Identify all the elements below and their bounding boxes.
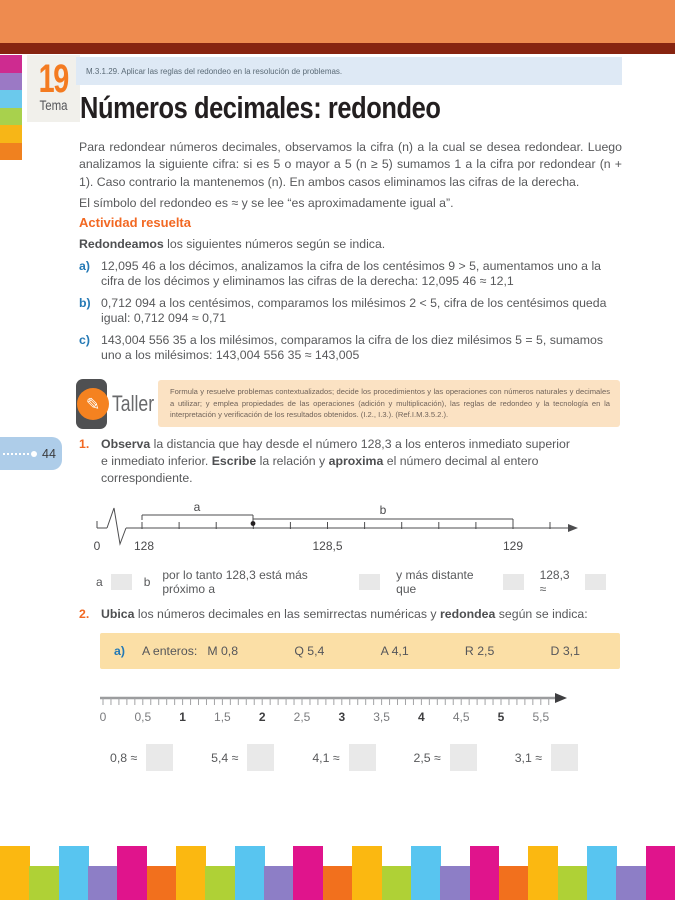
approximation-label: 5,4 ≈ bbox=[211, 750, 239, 765]
approximation-label: 3,1 ≈ bbox=[514, 750, 542, 765]
intro-paragraph: Para redondear números decimales, observamos la cifra (n) a la cual se desea redondear. Luego analizamos la siguiente cifra: si es 5 o mayor a 5 (n ≥ 5) sumamos 1 a la cifra por redondear (n + 1). Caso contrario la mantenemos (n). En ambos casos eliminamos las cifras de la derecha. bbox=[79, 140, 622, 189]
item-letter: a) bbox=[79, 259, 90, 273]
answer-box[interactable] bbox=[450, 744, 477, 771]
decimal-item: R 2,5 bbox=[464, 644, 495, 658]
answer-text-2: y más distante que bbox=[396, 568, 474, 596]
item-letter: c) bbox=[79, 333, 90, 347]
exercise-2a-highlight-row bbox=[100, 633, 620, 669]
item-letter: a) bbox=[114, 644, 125, 658]
decimal-item: M 0,8 bbox=[207, 644, 239, 658]
tick-label: 5,5 bbox=[532, 710, 550, 724]
decimal-list bbox=[207, 644, 580, 658]
page-number-tab bbox=[0, 437, 62, 470]
tick-label: 1 bbox=[179, 710, 186, 724]
color-square bbox=[0, 125, 22, 143]
taller-description: Formula y resuelve problemas contextualizados; decide los procedimientos y las operaciones con números naturales y decimales a utilizar; y emplea propiedades de las operaciones (adición y multiplicación), las reglas de redondeo y la tecnología en la interpretación y verificación de los resultados obtenidos. (I.2., I.3.). (Ref.I.M.3.5.2.). bbox=[170, 387, 610, 419]
footer-color-bar bbox=[411, 846, 441, 900]
label-a: a bbox=[96, 575, 103, 589]
item-text: 12,095 46 a los décimos, analizamos la cifra de los centésimos 9 > 5, aumentamos uno a la cifra de los décimos y eliminamos las cifras de la derecha: 12,095 46 ≈ 12,1 bbox=[101, 259, 602, 288]
tema-number: 19 bbox=[38, 57, 69, 101]
footer-color-bar bbox=[382, 866, 412, 900]
tick-label: 1,5 bbox=[214, 710, 231, 724]
bold-word: aproxima bbox=[328, 454, 384, 468]
origin-label: 0 bbox=[93, 539, 101, 553]
page-number: 44 bbox=[42, 446, 56, 461]
exercise-2-answers-row bbox=[110, 744, 578, 771]
footer-color-bar bbox=[117, 846, 147, 900]
color-square bbox=[0, 90, 22, 108]
bracket-a-label: a bbox=[193, 500, 201, 514]
footer-color-bar bbox=[264, 866, 294, 900]
tick-label: 128,5 bbox=[312, 539, 343, 553]
footer-color-bar bbox=[323, 866, 353, 900]
answer-text-1: por lo tanto 128,3 está más próximo a bbox=[162, 568, 308, 596]
rounding-symbol-line: El símbolo del redondeo es ≈ y se lee “es aproximadamente igual a”. bbox=[79, 196, 454, 211]
pencil-icon: ✎ bbox=[85, 394, 101, 414]
item-letter: b) bbox=[79, 296, 91, 310]
footer-color-bar bbox=[558, 866, 588, 900]
dotted-line bbox=[3, 453, 29, 455]
top-orange-band bbox=[0, 0, 675, 43]
approximation-item bbox=[515, 744, 578, 771]
maroon-divider-bar bbox=[0, 43, 675, 54]
tema-box bbox=[27, 55, 80, 122]
exercise-1-header bbox=[79, 436, 579, 487]
exercise-number: 2. bbox=[79, 607, 90, 621]
taller-description-box bbox=[158, 380, 620, 427]
approximation-label: 2,5 ≈ bbox=[413, 750, 441, 765]
tick-label: 4,5 bbox=[452, 710, 470, 724]
bold-word: Ubica bbox=[101, 607, 135, 621]
standard-strip bbox=[76, 57, 622, 85]
approximation-item bbox=[312, 744, 375, 771]
footer-color-bar bbox=[587, 846, 617, 900]
axis-arrow bbox=[555, 693, 567, 703]
tick-label: 3,5 bbox=[373, 710, 390, 724]
tick-label: 128 bbox=[133, 539, 155, 553]
approximation-label: 0,8 ≈ bbox=[110, 750, 138, 765]
text-segment: el número decimal al entero correspondiente. bbox=[101, 454, 539, 485]
footer-color-bar bbox=[59, 846, 89, 900]
footer-color-bar bbox=[499, 866, 529, 900]
label-b: b bbox=[143, 575, 151, 589]
tick-label: 129 bbox=[502, 539, 524, 553]
footer-color-bar bbox=[88, 866, 118, 900]
item-text: 143,004 556 35 a los milésimos, comparamos la cifra de los diez milésimos 5 = 5, sumamos uno a los milésimos: 143,004 556 35 ≈ 143,005 bbox=[101, 333, 604, 362]
color-square bbox=[0, 73, 22, 91]
footer-color-bar bbox=[440, 866, 470, 900]
bold-word: Escribe bbox=[211, 454, 257, 468]
approximation-label: 4,1 ≈ bbox=[312, 750, 340, 765]
footer-color-bar bbox=[235, 846, 265, 900]
actividad-lead bbox=[79, 237, 622, 252]
approximation-item bbox=[110, 744, 173, 771]
actividad-item-c bbox=[79, 333, 622, 363]
footer-color-bar bbox=[147, 866, 177, 900]
bracket-b-label: b bbox=[379, 503, 387, 517]
tick-label: 4 bbox=[418, 710, 425, 724]
answer-box[interactable] bbox=[111, 574, 132, 590]
footer-color-bar bbox=[616, 866, 646, 900]
bullet-dot bbox=[31, 451, 37, 457]
text-segment: según se indica: bbox=[495, 607, 588, 621]
axis-arrow bbox=[568, 524, 578, 532]
exercise-text bbox=[101, 606, 620, 623]
footer-color-bar bbox=[205, 866, 235, 900]
approximation-item bbox=[211, 744, 274, 771]
tick-label: 2 bbox=[258, 710, 266, 724]
bold-word: redondea bbox=[439, 607, 496, 621]
actividad-lead-rest: los siguientes números según se indica. bbox=[163, 237, 386, 251]
bold-word: Observa bbox=[101, 437, 151, 451]
footer-color-bar bbox=[29, 866, 59, 900]
footer-color-bars bbox=[0, 846, 675, 900]
tick-label: 5 bbox=[497, 710, 505, 724]
actividad-item-b bbox=[79, 296, 622, 326]
approximation-item bbox=[414, 744, 477, 771]
page-title: Números decimales: redondeo bbox=[80, 90, 441, 125]
tema-label: Tema bbox=[39, 98, 68, 113]
actividad-resuelta-section bbox=[79, 215, 622, 370]
footer-color-bar bbox=[176, 846, 206, 900]
exercise-1-answer-line bbox=[96, 568, 606, 596]
footer-color-bar bbox=[293, 846, 323, 900]
answer-box[interactable] bbox=[551, 744, 578, 771]
answer-box[interactable] bbox=[503, 574, 524, 590]
tick-label: 0,5 bbox=[134, 710, 152, 724]
text-segment: los números decimales en las semirrectas numéricas y bbox=[134, 607, 440, 621]
text-segment: la relación y bbox=[256, 454, 329, 468]
tick-label: 2,5 bbox=[293, 710, 311, 724]
actividad-heading: Actividad resuelta bbox=[79, 215, 191, 230]
number-line-128-129 bbox=[80, 492, 600, 560]
answer-box[interactable] bbox=[349, 744, 376, 771]
answer-box[interactable] bbox=[359, 574, 380, 590]
taller-label: Taller bbox=[112, 391, 155, 416]
point-128-3 bbox=[251, 521, 256, 526]
answer-box[interactable] bbox=[585, 574, 606, 590]
footer-color-bar bbox=[646, 846, 675, 900]
number-line-0-to-5-5 bbox=[95, 690, 585, 728]
footer-color-bar bbox=[528, 846, 558, 900]
answer-box[interactable] bbox=[146, 744, 173, 771]
footer-color-bar bbox=[352, 846, 382, 900]
decimal-item: D 3,1 bbox=[550, 644, 580, 658]
footer-color-bar bbox=[470, 846, 500, 900]
row-caption: A enteros: bbox=[141, 644, 198, 658]
decimal-item: A 4,1 bbox=[380, 644, 409, 658]
intro-section bbox=[79, 139, 622, 213]
actividad-lead-bold: Redondeamos bbox=[79, 237, 164, 251]
exercise-text bbox=[101, 436, 579, 487]
exercise-2-header bbox=[79, 606, 620, 623]
tick-label: 0 bbox=[99, 710, 107, 724]
taller-badge bbox=[77, 388, 109, 420]
item-text: 0,712 094 a los centésimos, comparamos los milésimos 2 < 5, cifra de los centésimos queda igual: 0,712 094 ≈ 0,71 bbox=[101, 296, 607, 325]
color-square bbox=[0, 55, 22, 73]
answer-text-3: 128,3 ≈ bbox=[539, 568, 570, 596]
text-segment: la distancia que hay desde el número 128,3 a los enteros inmediato superior e inmediato inferior. bbox=[101, 437, 570, 468]
color-square bbox=[0, 108, 22, 126]
footer-color-bar bbox=[0, 846, 30, 900]
actividad-item-a bbox=[79, 259, 622, 289]
decimal-item: Q 5,4 bbox=[294, 644, 325, 658]
standard-text: M.3.1.29. Aplicar las reglas del redondeo en la resolución de problemas. bbox=[86, 66, 343, 76]
exercise-number: 1. bbox=[79, 437, 90, 451]
tick-label: 3 bbox=[338, 710, 346, 724]
sidebar-color-squares bbox=[0, 55, 22, 160]
axis-break-zigzag bbox=[107, 508, 126, 544]
color-square bbox=[0, 143, 22, 161]
answer-box[interactable] bbox=[247, 744, 274, 771]
